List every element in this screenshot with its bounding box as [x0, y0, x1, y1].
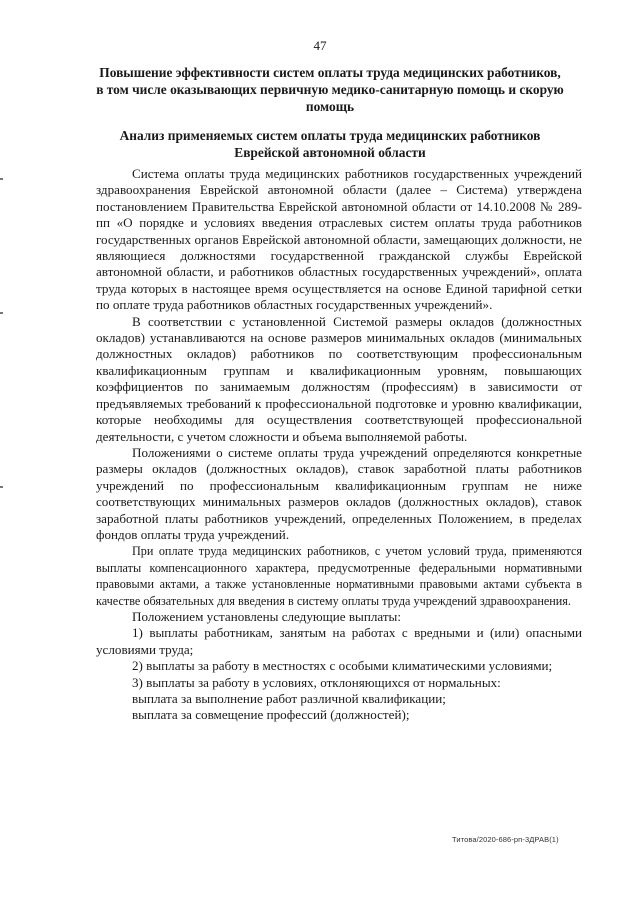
paragraph: В соответствии с установленной Системой размеры окладов (должностных окладов) устанавливаются на основе размеров минимальных окладов (минимальных должностных окладов) работников по соответствующим профессиональным квалификационным группам и квалификационным уровням, повышающих коэффициентов по занимаемым должностям (профессиям) в зависимости от предъявляемых требований к профессиональной подготовке и уровню квалификации, которые необходимы для осуществления соответствующей профессиональной деятельности, с учетом сложности и объема выполняемой работы. [96, 313, 582, 444]
section-title: Анализ применяемых систем оплаты труда медицинских работников Еврейской автономной области [119, 128, 541, 160]
list-item: 1) выплаты работникам, занятым на работах с вредными и (или) опасными условиями труда; [96, 625, 582, 657]
scan-artifact [0, 486, 3, 488]
scan-artifact [0, 178, 3, 180]
paragraph: Система оплаты труда медицинских работников государственных учреждений здравоохранения Еврейской автономной области (далее – Система) утверждена постановлением Правительства Еврейской автономной области от 14.10.2008 № 289-пп «О порядке и условиях введения отраслевых систем оплаты труда работников государственных органов Еврейской автономной области, замещающих должности, не являющиеся должностями государственной гражданской службы Еврейской автономной области, и работников областных государственных учреждений», оплата труда которых в настоящее время осуществляется на основе Единой тарифной сетки по оплате труда работников областных государственных учреждений». [96, 166, 582, 313]
list-item: 3) выплаты за работу в условиях, отклоняющихся от нормальных: [132, 674, 501, 690]
list-item: выплата за совмещение профессий (должностей); [132, 707, 410, 723]
paragraph: При оплате труда медицинских работников, с учетом условий труда, применяются выплаты компенсационного характера, предусмотренные федеральными нормативными правовыми актами, а также установленные нормативными правовыми актами субъекта в качестве обязательных для введения в систему оплаты труда учреждений здравоохранения. [96, 544, 582, 608]
list-item: выплата за выполнение работ различной квалификации; [132, 691, 446, 706]
paragraph: Положениями о системе оплаты труда учреждений определяются конкретные размеры окладов (должностных окладов), ставок заработной платы работников учреждений по профессиональным квалификационным группам не ниже соответствующих минимальных размеров окладов (должностных окладов), ставок заработной платы работников учреждений, определенных Положением, в пределах фондов оплаты труда учреждений. [96, 444, 582, 542]
list-item: 2) выплаты за работу в местностях с особыми климатическими условиями; [132, 658, 553, 674]
paragraph: Положением установлены следующие выплаты: [132, 608, 401, 624]
scan-artifact [0, 312, 3, 314]
page-number: 47 [313, 38, 327, 53]
footer-document-code: Титова/2020-686-рп-3ДРАВ(1) [452, 835, 559, 844]
main-title: Повышение эффективности систем оплаты труда медицинских работников, в том числе оказывающих первичную медико-санитарную помощь и скорую помощь [96, 65, 564, 114]
body-text [96, 166, 582, 724]
